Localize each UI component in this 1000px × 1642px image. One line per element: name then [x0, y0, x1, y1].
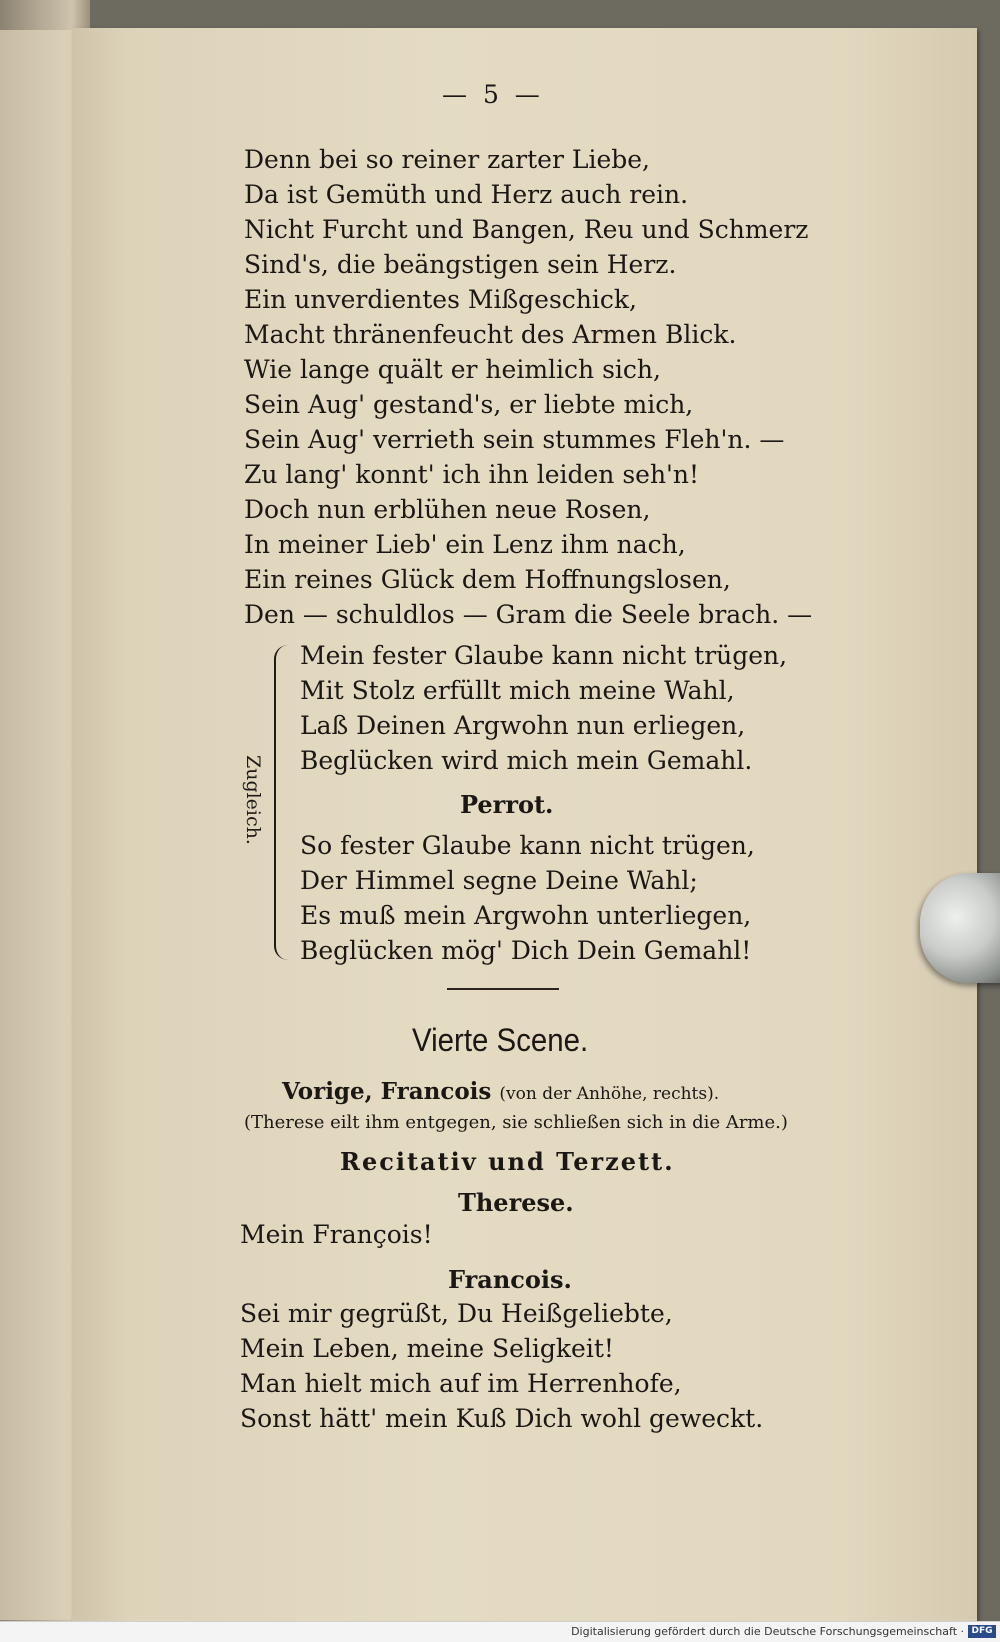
verse-line: Doch nun erblühen neue Rosen,	[244, 495, 651, 524]
verse-line: Sind's, die beängstigen sein Herz.	[244, 250, 677, 279]
verse-line: Ein unverdientes Mißgeschick,	[244, 285, 637, 314]
verse-line: So fester Glaube kann nicht trügen,	[300, 831, 755, 860]
verse-line: Beglücken wird mich mein Gemahl.	[300, 746, 753, 775]
verse-line: Macht thränenfeucht des Armen Blick.	[244, 320, 737, 349]
footer-credit: Digitalisierung gefördert durch die Deutsche Forschungsgemeinschaft ·	[571, 1625, 964, 1638]
page-clip	[920, 873, 1000, 983]
verse-line: Beglücken mög' Dich Dein Gemahl!	[300, 936, 752, 965]
duet-verse-b	[300, 828, 755, 968]
footer-bar	[0, 1621, 1000, 1642]
verse-line: Da ist Gemüth und Herz auch rein.	[244, 180, 689, 209]
verse-line: Sonst hätt' mein Kuß Dich wohl geweckt.	[240, 1404, 764, 1433]
duet-bracket	[274, 645, 288, 960]
duet-verse-a	[300, 638, 787, 778]
verse-line: Wie lange quält er heimlich sich,	[244, 355, 661, 384]
speaker-francois: Francois.	[448, 1265, 572, 1294]
previous-page-edge	[0, 30, 74, 1620]
page-number: — 5 —	[442, 80, 544, 109]
cast-names: Vorige, Francois	[282, 1078, 492, 1105]
stage-direction: (Therese eilt ihm entgegen, sie schließen sich in die Arme.)	[244, 1112, 788, 1133]
verse-line: Laß Deinen Argwohn nun erliegen,	[300, 711, 746, 740]
musical-form: Recitativ und Terzett.	[340, 1147, 675, 1176]
verse-line: Ein reines Glück dem Hoffnungslosen,	[244, 565, 731, 594]
verse-line: Den — schuldlos — Gram die Seele brach. —	[244, 600, 813, 629]
verse-line: Denn bei so reiner zarter Liebe,	[244, 145, 650, 174]
section-divider	[447, 988, 559, 990]
dfg-logo-icon: DFG	[968, 1625, 996, 1638]
francois-verse	[240, 1296, 763, 1436]
verse-line: Sei mir gegrüßt, Du Heißgeliebte,	[240, 1299, 673, 1328]
verse-line: Es muß mein Argwohn unterliegen,	[300, 901, 752, 930]
speaker-therese: Therese.	[458, 1188, 574, 1217]
verse-line: Sein Aug' verrieth sein stummes Fleh'n. —	[244, 425, 785, 454]
verse-line: Man hielt mich auf im Herrenhofe,	[240, 1369, 682, 1398]
verse-line: Mein Leben, meine Seligkeit!	[240, 1334, 614, 1363]
verse-line: Sein Aug' gestand's, er liebte mich,	[244, 390, 694, 419]
speaker-perrot: Perrot.	[460, 790, 554, 819]
verse-line: Mein fester Glaube kann nicht trügen,	[300, 641, 788, 670]
verse-line: Mit Stolz erfüllt mich meine Wahl,	[300, 676, 735, 705]
cast-direction: (von der Anhöhe, rechts).	[499, 1084, 720, 1104]
verse-line: Der Himmel segne Deine Wahl;	[300, 866, 698, 895]
therese-line: Mein François!	[240, 1220, 433, 1249]
scene-title: Vierte Scene.	[412, 1022, 589, 1058]
cast-line	[282, 1078, 719, 1105]
verse-line: Nicht Furcht und Bangen, Reu und Schmerz	[244, 215, 809, 244]
verse-line: In meiner Lieb' ein Lenz ihm nach,	[244, 530, 686, 559]
verse-line: Zu lang' konnt' ich ihn leiden seh'n!	[244, 460, 700, 489]
verse-block	[244, 142, 812, 632]
